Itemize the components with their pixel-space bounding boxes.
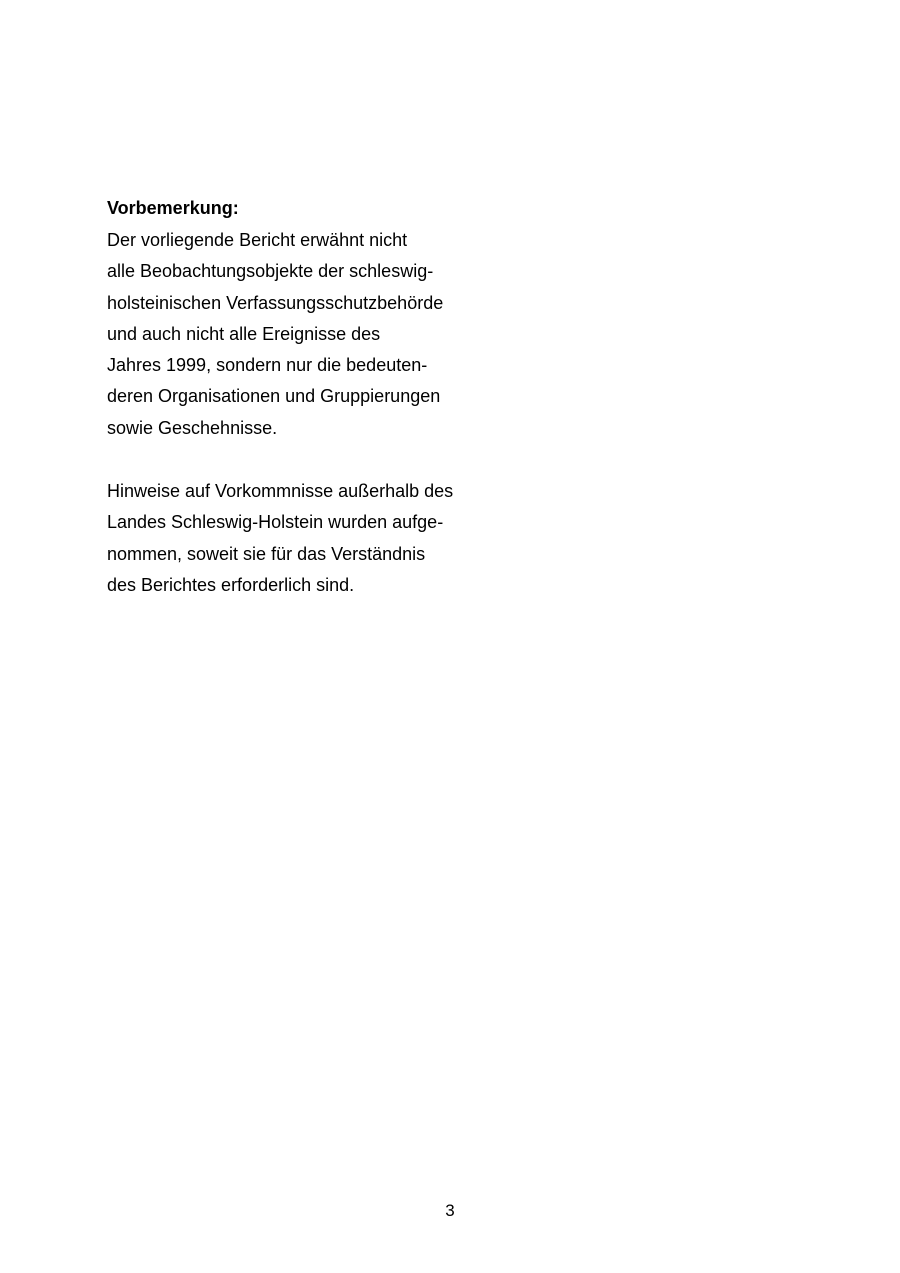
paragraph-2 [107,481,453,606]
text-line: holsteinischen Verfassungsschutzbehörde [107,292,444,313]
section-heading: Vorbemerkung: [107,198,239,218]
text-line: sowie Geschehnisse. [107,417,278,438]
text-line: Hinweise auf Vorkommnisse außerhalb des [107,481,454,501]
text-line: des Berichtes erforderlich sind. [107,574,355,595]
text-line: Landes Schleswig-Holstein wurden aufge- [107,512,444,533]
text-line: und auch nicht alle Ereignisse des [107,323,381,344]
text-line: alle Beobachtungsobjekte der schleswig- [107,261,434,282]
text-line: nommen, soweit sie für das Verständnis [107,543,426,564]
text-line: deren Organisationen und Gruppierungen [107,386,441,407]
text-line: Jahres 1999, sondern nur die bedeuten- [107,355,428,376]
text-line: Der vorliegende Bericht erwähnt nicht [107,230,408,250]
page-number: 3 [445,1201,455,1220]
paragraph-1 [107,230,443,449]
